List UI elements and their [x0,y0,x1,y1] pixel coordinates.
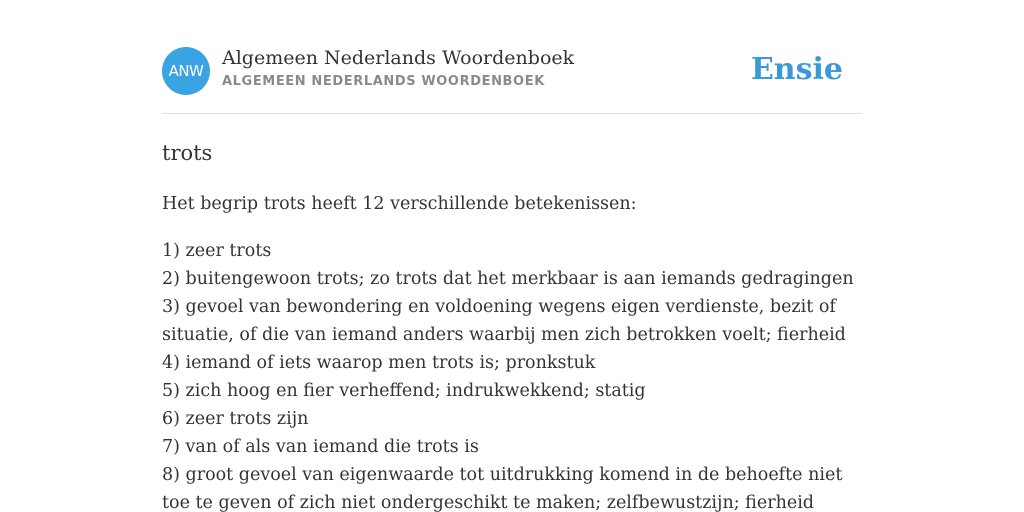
meaning-item: 8) groot gevoel van eigenwaarde tot uitdrukking komend in de behoefte niet toe te geven of zich niet ondergeschikt te maken; zelfbewustzijn; fierheid [162,465,843,512]
source-subtitle: ALGEMEEN NEDERLANDS WOORDENBOEK [222,74,545,89]
meanings-intro: Het begrip trots heeft 12 verschillende betekenissen: [162,194,637,214]
meaning-item: 7) van of als van iemand die trots is [162,437,479,457]
brand-logo[interactable]: Ensie [750,52,843,87]
meanings-list [162,237,862,512]
meaning-item: 1) zeer trots [162,241,272,261]
source-logo[interactable]: ANW [162,47,210,95]
meaning-item: 5) zich hoog en fier verheffend; indrukwekkend; statig [162,381,646,401]
meaning-item: 3) gevoel van bewondering en voldoening wegens eigen verdienste, bezit of situatie, of die van iemand anders waarbij men zich betrokken voelt; fierheid [162,297,846,345]
meaning-item: 4) iemand of iets waarop men trots is; pronkstuk [162,353,596,373]
source-title[interactable]: Algemeen Nederlands Woordenboek [222,47,575,69]
meaning-item: 6) zeer trots zijn [162,409,309,429]
header-divider [162,113,862,114]
meaning-item: 2) buitengewoon trots; zo trots dat het merkbaar is aan iemands gedragingen [162,269,854,289]
header [162,46,862,96]
page-title: trots [162,141,213,165]
